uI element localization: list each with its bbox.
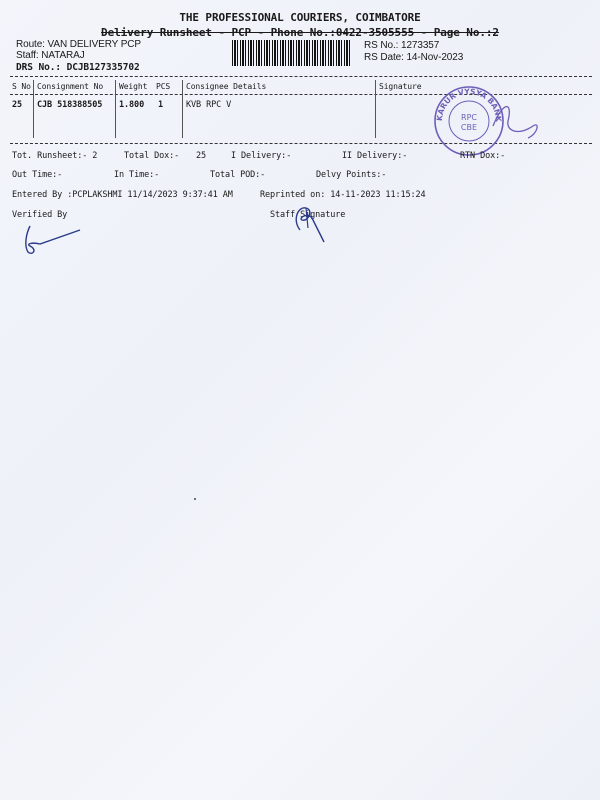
stamp-initials-signature bbox=[488, 96, 548, 146]
staff-label: Staff: NATARAJ bbox=[16, 50, 85, 61]
cell-sno: 25 bbox=[12, 100, 23, 110]
header-consignment: Consignment No bbox=[37, 82, 104, 91]
cell-pcs: 1 bbox=[158, 100, 164, 110]
paper-speck bbox=[194, 498, 196, 500]
out-time: Out Time:- bbox=[12, 170, 63, 180]
staff-signature-label: Staff Signature bbox=[270, 210, 346, 220]
document-title: THE PROFESSIONAL COURIERS, COIMBATORE bbox=[179, 11, 421, 24]
col-divider bbox=[33, 80, 34, 138]
cell-consignee: KVB RPC V bbox=[186, 100, 232, 110]
route-label: Route: VAN DELIVERY PCP bbox=[16, 39, 141, 50]
rtn-dox: RTN Dox:- bbox=[460, 151, 506, 161]
stamp-arc-text: KARUR VYSYA BANK bbox=[434, 86, 504, 123]
document-subtitle: Delivery Runsheet - PCP - Phone No.:0422-3505555 - Page No.:2 bbox=[101, 26, 499, 39]
header-sno: S No bbox=[12, 82, 31, 91]
ii-delivery: II Delivery:- bbox=[342, 151, 408, 161]
total-pod: Total POD:- bbox=[210, 170, 266, 180]
reprinted-on: Reprinted on: 14-11-2023 11:15:24 bbox=[260, 190, 426, 200]
verified-by-label: Verified By bbox=[12, 210, 68, 220]
in-time: In Time:- bbox=[114, 170, 160, 180]
table-top-rule bbox=[10, 76, 592, 77]
col-divider bbox=[375, 80, 376, 138]
delvy-points: Delvy Points:- bbox=[316, 170, 387, 180]
entered-by: Entered By :PCPLAKSHMI 11/14/2023 9:37:41 AM bbox=[12, 190, 233, 200]
staff-signature bbox=[288, 200, 332, 246]
rs-date: RS Date: 14-Nov-2023 bbox=[364, 52, 464, 63]
total-dox-label: Total Dox:- bbox=[124, 151, 180, 161]
stamp-rpc: RPC bbox=[461, 113, 477, 122]
header-signature: Signature bbox=[379, 82, 422, 91]
i-delivery: I Delivery:- bbox=[231, 151, 292, 161]
cell-weight: 1.800 bbox=[119, 100, 145, 110]
verified-by-signature bbox=[20, 222, 90, 258]
header-consignee: Consignee Details bbox=[186, 82, 267, 91]
rs-number: RS No.: 1273357 bbox=[364, 40, 440, 51]
header-pcs: PCS bbox=[156, 82, 171, 91]
total-dox-value: 25 bbox=[196, 151, 207, 161]
col-divider bbox=[182, 80, 183, 138]
col-divider bbox=[115, 80, 116, 138]
header-weight: Weight bbox=[119, 82, 148, 91]
cell-consignment: CJB 518388505 bbox=[37, 100, 103, 110]
drs-number: DRS No.: DCJB127335702 bbox=[16, 62, 140, 73]
total-runsheet: Tot. Runsheet:- 2 bbox=[12, 151, 98, 161]
barcode bbox=[232, 40, 352, 66]
stamp-cbe: CBE bbox=[460, 123, 478, 132]
